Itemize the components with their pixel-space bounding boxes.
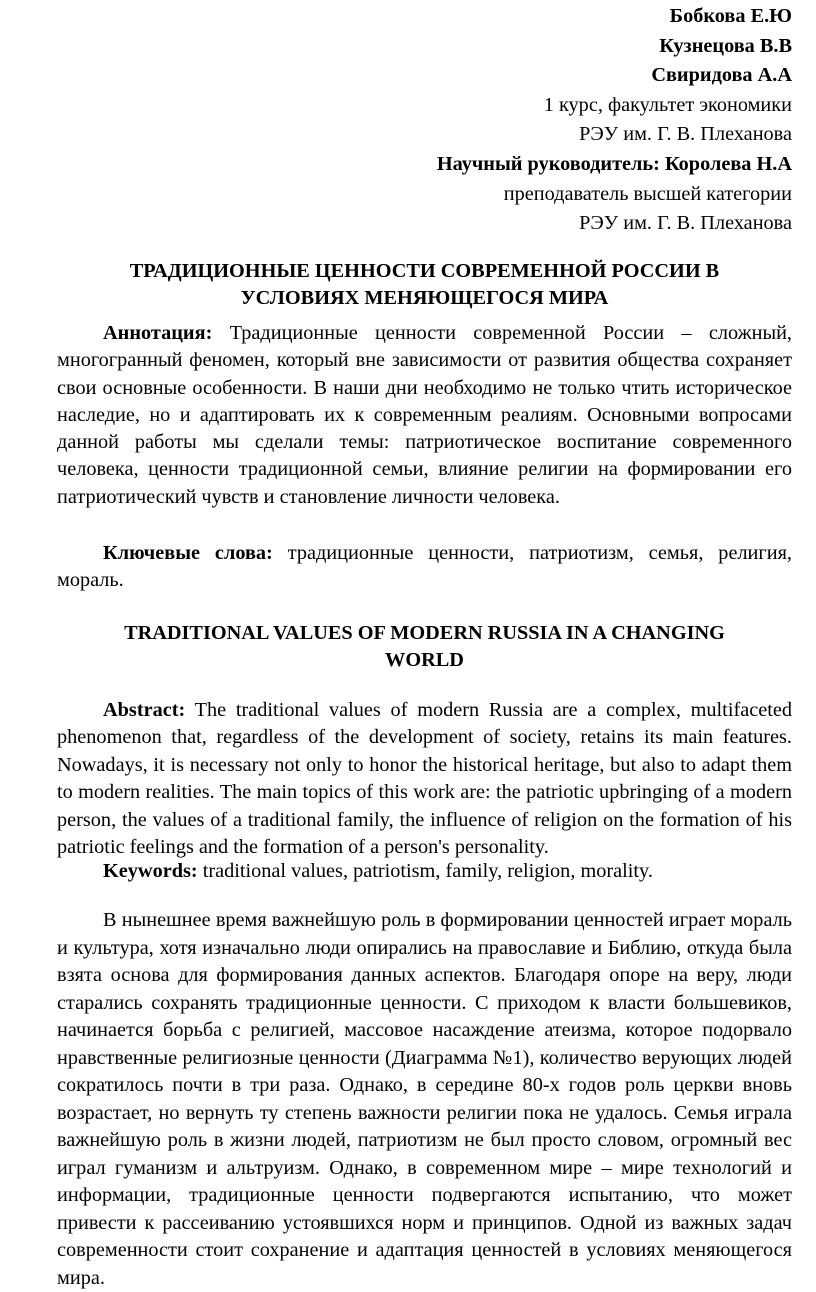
abstract-label: Abstract: [103, 699, 186, 721]
abstract-paragraph [57, 697, 792, 861]
supervisor-line: Научный руководитель: Королева Н.А [436, 152, 792, 175]
supervisor-position: преподаватель высшей категории [503, 182, 792, 205]
title-english-line-1: TRADITIONAL VALUES OF MODERN RUSSIA IN A CHANGING [124, 622, 725, 644]
keywords-english-label: Keywords: [103, 860, 198, 882]
keywords-russian-text: традиционные ценности, патриотизм, семья, религия, мораль. [57, 542, 792, 592]
author-name-2: Кузнецова В.В [659, 34, 792, 57]
body-text: В нынешнее время важнейшую роль в формировании ценностей играет мораль и культура, хотя изначально люди опирались на православие и Библию, откуда была взята основа для формирования данных аспектов. Благодаря опоре на веру, люди старались сохранять традиционные ценности. С приходом к власти большевиков, начинается борьба с религией, массовое насаждение атеизма, которое подорвало нравственные религиозные ценности (Диаграмма №1), количество верующих людей сократилось почти в три раза. Однако, в середине 80-х годов роль церкви вновь возрастает, но вернуть ту степень важности религии пока не удалось. Семья играла важнейшую роль в жизни людей, патриотизм не был просто словом, огромный вес играл гуманизм и альтруизм. Однако, в современном мире – мире технологий и информации, традиционные ценности подвергаются испытанию, что может привести к рассеиванию устоявшихся норм и принципов. Одной из важных задач современности стоит сохранение и адаптация ценностей в условиях меняющегося мира. [57, 909, 792, 1289]
annotation-label: Аннотация: [103, 322, 213, 344]
title-russian-line-1: ТРАДИЦИОННЫЕ ЦЕННОСТИ СОВРЕМЕННОЙ РОССИИ В [129, 260, 720, 282]
annotation-text: Традиционные ценности современной России – сложный, многогранный феномен, который вне зависимости от развития общества сохраняет свои основные особенности. В наши дни необходимо не только чтить историческое наследие, но и адаптировать их к современным реалиям. Основными вопросами данной работы мы сделали темы: патриотическое воспитание современного человека, ценности традиционной семьи, влияние религии на формировании его патриотический чувств и становление личности человека. [57, 322, 792, 508]
keywords-english-text: traditional values, patriotism, family, religion, morality. [197, 860, 653, 882]
body-paragraph [57, 907, 792, 1292]
abstract-text: The traditional values of modern Russia are a complex, multifaceted phenomenon that, regardless of the development of society, retains its main features. Nowadays, it is necessary not only to honor the historical heritage, but also to adapt them to modern realities. The main topics of this work are: the patriotic upbringing of a modern person, the values of a traditional family, the influence of religion on the formation of his patriotic feelings and the formation of a person's personality. [57, 699, 792, 859]
title-russian-line-2: УСЛОВИЯХ МЕНЯЮЩЕГОСЯ МИРА [240, 287, 609, 309]
author-course: 1 курс, факультет экономики [543, 93, 792, 116]
author-name-1: Бобкова Е.Ю [669, 5, 792, 27]
author-block [437, 2, 792, 239]
annotation-paragraph [57, 320, 792, 511]
author-university: РЭУ им. Г. В. Плеханова [579, 123, 792, 146]
keywords-russian-label: Ключевые слова: [103, 542, 273, 564]
keywords-russian-paragraph [57, 540, 792, 595]
title-english-line-2: WORLD [385, 649, 464, 671]
author-name-3: Свиридова А.А [651, 64, 792, 87]
title-english [57, 620, 792, 674]
supervisor-university: РЭУ им. Г. В. Плеханова [579, 212, 792, 235]
title-russian [57, 258, 792, 312]
keywords-english-paragraph [57, 858, 792, 885]
